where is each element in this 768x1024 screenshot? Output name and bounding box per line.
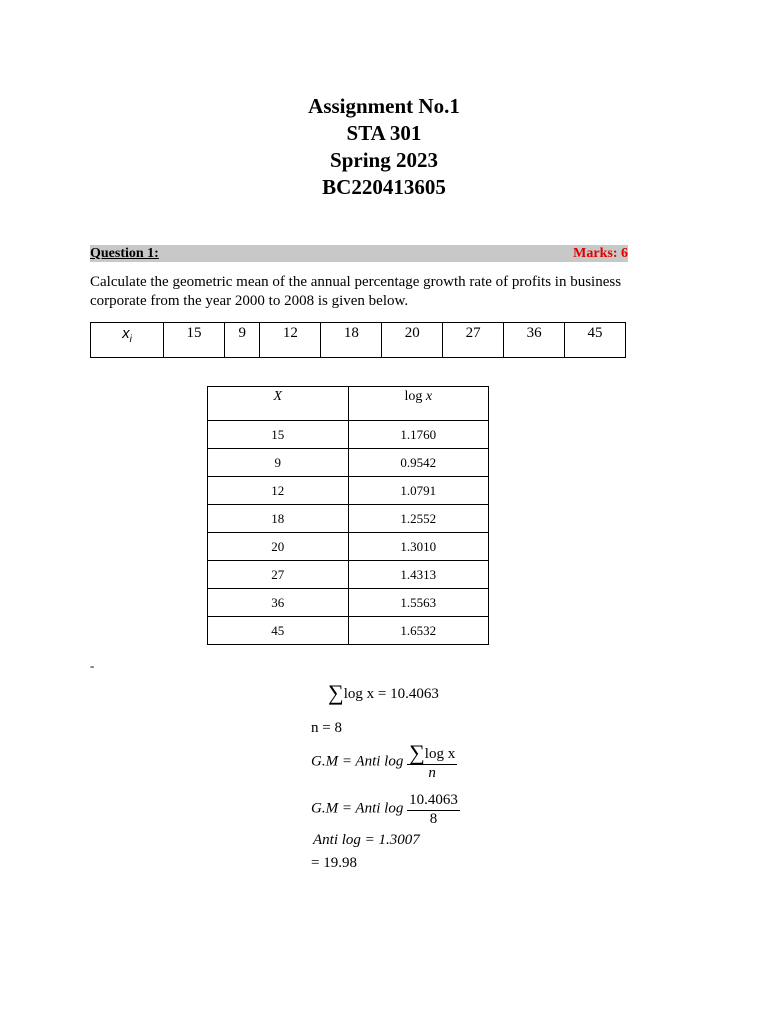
data-value-cell: 36: [504, 323, 565, 358]
n-equation: n = 8: [311, 720, 342, 736]
marks-label: Marks: 6: [573, 246, 628, 261]
semester: Spring 2023: [330, 148, 438, 172]
logx-value-cell: 1.4313: [348, 561, 489, 589]
assignment-title: Assignment No.1: [308, 94, 460, 118]
variable-cell: [91, 323, 164, 358]
log-table-row: [208, 421, 489, 449]
x-value-cell: 20: [208, 533, 349, 561]
data-value-cell: 9: [224, 323, 260, 358]
x-value-cell: 18: [208, 505, 349, 533]
question-header-bar: [90, 245, 628, 262]
log-table-row: [208, 533, 489, 561]
log-table-row: [208, 589, 489, 617]
antilog-equation: Anti log = 1.3007: [313, 832, 420, 848]
x-value-cell: 15: [208, 421, 349, 449]
log-table-header-row: [208, 387, 489, 421]
log-table-row: [208, 449, 489, 477]
question-text: Calculate the geometric mean of the annual percentage growth rate of profits in business corporate from the year 2000 to 2008 is given below.: [90, 274, 622, 309]
x-value-cell: 9: [208, 449, 349, 477]
data-value-cell: 20: [382, 323, 443, 358]
logx-value-cell: 1.6532: [348, 617, 489, 645]
col-x-header: X: [208, 387, 349, 421]
col-logx-header: log x: [348, 387, 489, 421]
sum-log-equation: ∑log x = 10.4063: [328, 680, 439, 705]
log-table-row: [208, 617, 489, 645]
logx-value-cell: 1.5563: [348, 589, 489, 617]
logx-value-cell: 1.3010: [348, 533, 489, 561]
data-value-cell: 45: [565, 323, 626, 358]
logx-value-cell: 1.0791: [348, 477, 489, 505]
data-value-cell: 15: [164, 323, 225, 358]
x-value-cell: 27: [208, 561, 349, 589]
document-header: [0, 93, 768, 201]
log-table-row: [208, 561, 489, 589]
gm-substituted: G.M = Anti log $\frac{10.4063}{8}$: [311, 792, 458, 827]
question-label: Question 1:: [90, 246, 159, 261]
data-values-table: [90, 322, 626, 358]
gm-substituted-fraction: $\frac{10.4063}{8}$: [409, 792, 458, 827]
x-value-cell: 12: [208, 477, 349, 505]
variable-label: $x_i$: [122, 325, 132, 345]
data-value-cell: 27: [443, 323, 504, 358]
course-code: STA 301: [346, 121, 422, 145]
logx-value-cell: 0.9542: [348, 449, 489, 477]
student-id: BC220413605: [322, 175, 446, 199]
result-equation: = 19.98: [311, 855, 357, 871]
log-table-row: [208, 477, 489, 505]
log-table-row: [208, 505, 489, 533]
data-value-cell: 18: [321, 323, 382, 358]
gm-fraction: $\frac{\text{∑log x}}{n}$: [409, 740, 456, 781]
logx-value-cell: 1.1760: [348, 421, 489, 449]
logx-value-cell: 1.2552: [348, 505, 489, 533]
log-table: [207, 386, 489, 645]
sigma-symbol: ∑: [328, 680, 344, 705]
stray-dash: -: [90, 658, 95, 673]
gm-formula: G.M = Anti log $\frac{\text{∑log x}}{n}$: [311, 740, 456, 781]
data-value-cell: 12: [260, 323, 321, 358]
x-value-cell: 36: [208, 589, 349, 617]
data-values-row: [91, 323, 626, 358]
x-value-cell: 45: [208, 617, 349, 645]
